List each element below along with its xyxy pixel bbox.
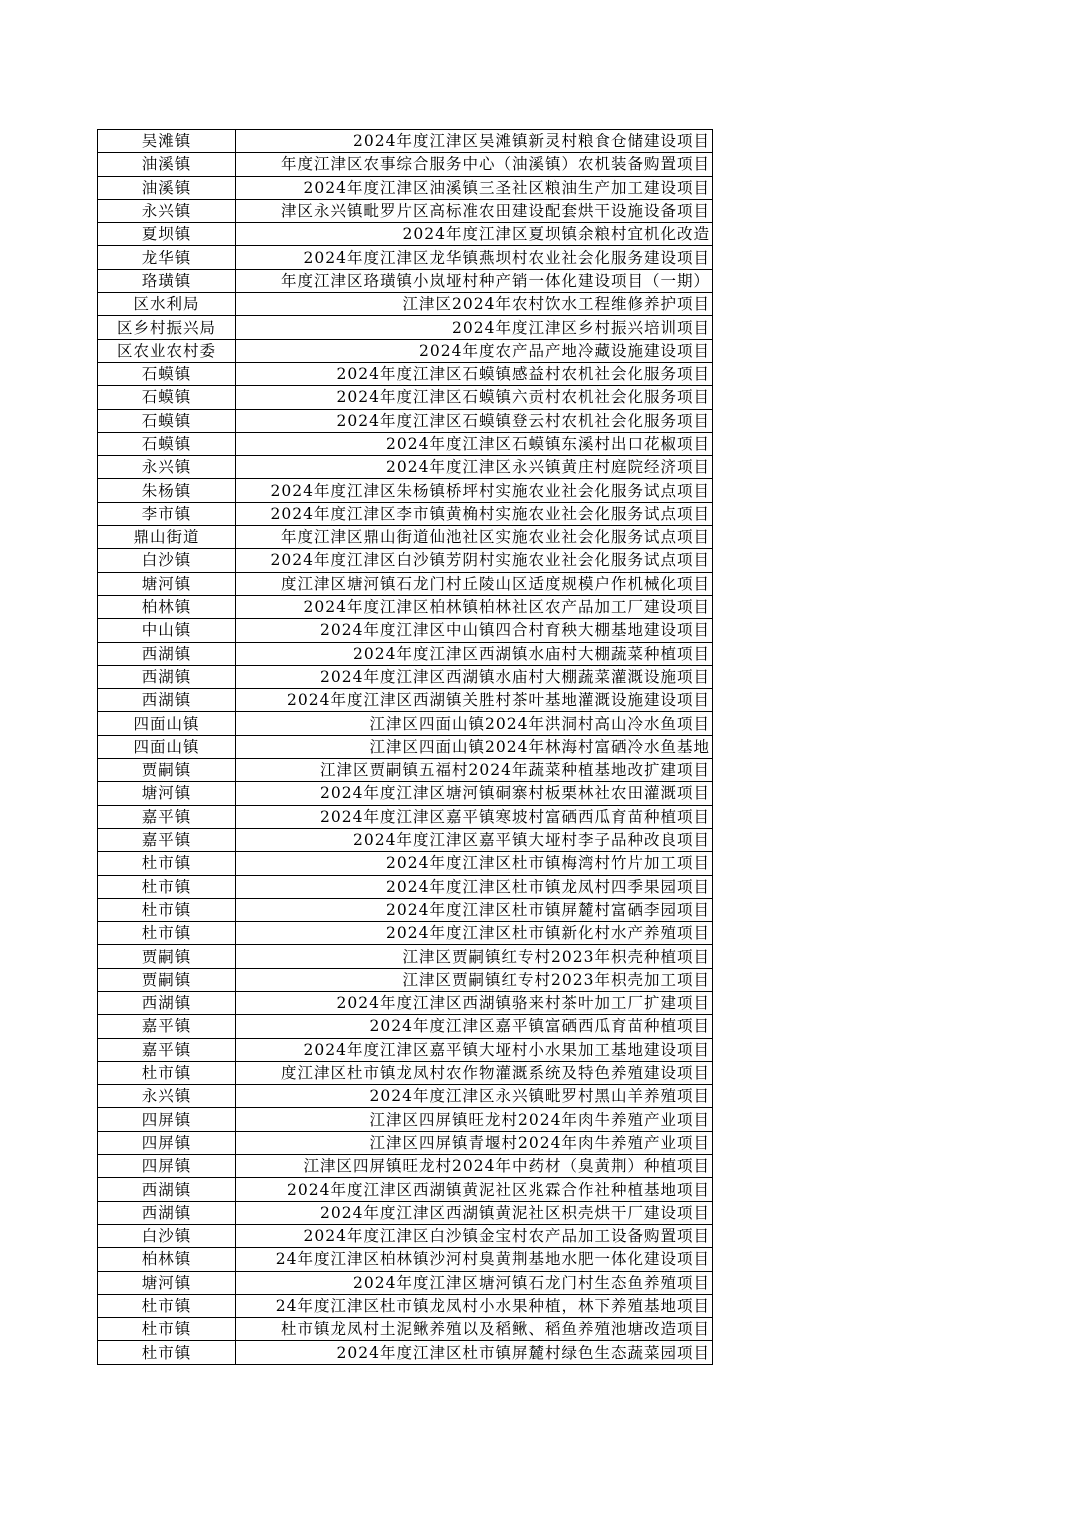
table-row bbox=[98, 409, 713, 432]
unit-cell: 永兴镇 bbox=[98, 199, 236, 222]
unit-cell: 石蟆镇 bbox=[98, 409, 236, 432]
unit-cell: 杜市镇 bbox=[98, 1294, 236, 1317]
table-row bbox=[98, 875, 713, 898]
table-row bbox=[98, 339, 713, 362]
project-name: 2024年度江津区龙华镇燕坝村农业社会化服务建设项目 bbox=[303, 248, 710, 267]
unit-cell: 西湖镇 bbox=[98, 665, 236, 688]
table-row bbox=[98, 1108, 713, 1131]
table-row bbox=[98, 316, 713, 339]
project-name: 2024年度江津区西湖镇骆来村茶叶加工厂扩建项目 bbox=[336, 994, 710, 1013]
project-cell bbox=[236, 1131, 713, 1154]
project-name: 2024年度江津区杜市镇屏麓村富硒李园项目 bbox=[386, 900, 710, 919]
project-cell bbox=[236, 1271, 713, 1294]
unit-cell: 中山镇 bbox=[98, 619, 236, 642]
project-cell bbox=[236, 619, 713, 642]
unit-cell: 西湖镇 bbox=[98, 642, 236, 665]
project-name: 2024年度江津区塘河镇硐寨村板栗林社农田灌溉项目 bbox=[320, 784, 710, 803]
table-row bbox=[98, 922, 713, 945]
table-row bbox=[98, 572, 713, 595]
table-row bbox=[98, 759, 713, 782]
table-row bbox=[98, 176, 713, 199]
project-cell bbox=[236, 898, 713, 921]
unit-cell: 西湖镇 bbox=[98, 1201, 236, 1224]
table-row bbox=[98, 1248, 713, 1271]
table-row bbox=[98, 362, 713, 385]
unit-cell: 柏林镇 bbox=[98, 1248, 236, 1271]
project-cell bbox=[236, 130, 713, 153]
project-cell bbox=[236, 246, 713, 269]
unit-cell: 永兴镇 bbox=[98, 1085, 236, 1108]
unit-cell: 杜市镇 bbox=[98, 1318, 236, 1341]
project-name: 2024年度江津区永兴镇黄庄村庭院经济项目 bbox=[386, 458, 710, 477]
project-name: 2024年度江津区吴滩镇新灵村粮食仓储建设项目 bbox=[353, 132, 710, 151]
project-cell bbox=[236, 1015, 713, 1038]
project-name: 2024年度江津区白沙镇芳阴村实施农业社会化服务试点项目 bbox=[270, 551, 710, 570]
project-name: 2024年度江津区石蟆镇六贡村农机社会化服务项目 bbox=[336, 388, 710, 407]
project-name: 2024年度江津区永兴镇毗罗村黑山羊养殖项目 bbox=[369, 1087, 710, 1106]
project-name: 2024年度江津区石蟆镇感益村农机社会化服务项目 bbox=[336, 365, 710, 384]
table-row bbox=[98, 1061, 713, 1084]
project-name: 2024年度江津区塘河镇石龙门村生态鱼养殖项目 bbox=[353, 1273, 710, 1292]
unit-cell: 石蟆镇 bbox=[98, 362, 236, 385]
unit-cell: 塘河镇 bbox=[98, 572, 236, 595]
project-table-body bbox=[98, 130, 713, 1365]
table-row bbox=[98, 968, 713, 991]
project-cell bbox=[236, 339, 713, 362]
unit-cell: 四屏镇 bbox=[98, 1108, 236, 1131]
project-name: 2024年度江津区嘉平镇大垭村小水果加工基地建设项目 bbox=[303, 1040, 710, 1059]
table-row bbox=[98, 246, 713, 269]
table-row bbox=[98, 1294, 713, 1317]
project-name: 2024年度江津区石蟆镇登云村农机社会化服务项目 bbox=[336, 411, 710, 430]
project-name: 江津区2024年农村饮水工程维修养护项目 bbox=[402, 295, 710, 314]
project-name: 2024年度江津区朱杨镇桥坪村实施农业社会化服务试点项目 bbox=[270, 481, 710, 500]
table-row bbox=[98, 502, 713, 525]
project-name: 2024年度江津区杜市镇梅湾村竹片加工项目 bbox=[386, 854, 710, 873]
project-cell bbox=[236, 642, 713, 665]
table-row bbox=[98, 852, 713, 875]
project-name: 度江津区塘河镇石龙门村丘陵山区适度规模户作机械化项目 bbox=[280, 574, 710, 593]
project-cell bbox=[236, 176, 713, 199]
unit-cell: 区乡村振兴局 bbox=[98, 316, 236, 339]
table-row bbox=[98, 991, 713, 1014]
unit-cell: 四屏镇 bbox=[98, 1155, 236, 1178]
unit-cell: 朱杨镇 bbox=[98, 479, 236, 502]
project-name: 2024年度江津区中山镇四合村育秧大棚基地建设项目 bbox=[320, 621, 710, 640]
project-name: 江津区四屏镇青堰村2024年肉牛养殖产业项目 bbox=[369, 1133, 710, 1152]
project-name: 2024年度江津区油溪镇三圣社区粮油生产加工建设项目 bbox=[303, 178, 710, 197]
table-row bbox=[98, 642, 713, 665]
project-name: 2024年度农产品产地冷藏设施建设项目 bbox=[419, 341, 710, 360]
unit-cell: 区水利局 bbox=[98, 293, 236, 316]
table-row bbox=[98, 1178, 713, 1201]
table-row bbox=[98, 1341, 713, 1364]
project-name: 2024年度江津区杜市镇龙凤村四季果园项目 bbox=[386, 877, 710, 896]
table-row bbox=[98, 1224, 713, 1247]
table-row bbox=[98, 689, 713, 712]
table-row bbox=[98, 223, 713, 246]
project-table bbox=[97, 129, 713, 1365]
project-name: 2024年度江津区杜市镇新化村水产养殖项目 bbox=[386, 924, 710, 943]
project-name: 2024年度江津区西湖镇关胜村茶叶基地灌溉设施建设项目 bbox=[287, 691, 710, 710]
project-name: 江津区四屏镇旺龙村2024年中药材（臭黄荆）种植项目 bbox=[303, 1157, 710, 1176]
project-name: 2024年度江津区嘉平镇寒坡村富硒西瓜育苗种植项目 bbox=[320, 807, 710, 826]
unit-cell: 区农业农村委 bbox=[98, 339, 236, 362]
project-name: 2024年度江津区柏林镇柏林社区农产品加工厂建设项目 bbox=[303, 598, 710, 617]
unit-cell: 西湖镇 bbox=[98, 991, 236, 1014]
project-cell bbox=[236, 386, 713, 409]
project-cell bbox=[236, 1085, 713, 1108]
table-row bbox=[98, 432, 713, 455]
table-row bbox=[98, 595, 713, 618]
project-cell bbox=[236, 456, 713, 479]
project-cell bbox=[236, 1108, 713, 1131]
project-cell bbox=[236, 805, 713, 828]
project-name: 2024年度江津区杜市镇屏麓村绿色生态蔬菜园项目 bbox=[336, 1343, 710, 1362]
project-cell bbox=[236, 409, 713, 432]
project-name: 2024年度江津区李市镇黄桷村实施农业社会化服务试点项目 bbox=[270, 504, 710, 523]
project-name: 24年度江津区柏林镇沙河村臭黄荆基地水肥一体化建设项目 bbox=[275, 1250, 710, 1269]
project-cell bbox=[236, 502, 713, 525]
unit-cell: 油溪镇 bbox=[98, 176, 236, 199]
table-row bbox=[98, 665, 713, 688]
unit-cell: 夏坝镇 bbox=[98, 223, 236, 246]
project-cell bbox=[236, 735, 713, 758]
project-name: 2024年度江津区白沙镇金宝村农产品加工设备购置项目 bbox=[303, 1227, 710, 1246]
table-row bbox=[98, 456, 713, 479]
table-row bbox=[98, 735, 713, 758]
project-cell bbox=[236, 689, 713, 712]
project-cell bbox=[236, 1178, 713, 1201]
project-cell bbox=[236, 432, 713, 455]
table-row bbox=[98, 479, 713, 502]
project-name: 江津区四屏镇旺龙村2024年肉牛养殖产业项目 bbox=[369, 1110, 710, 1129]
project-name: 江津区四面山镇2024年林海村富硒冷水鱼基地 bbox=[369, 737, 710, 756]
unit-cell: 白沙镇 bbox=[98, 1224, 236, 1247]
unit-cell: 杜市镇 bbox=[98, 1341, 236, 1364]
project-cell bbox=[236, 712, 713, 735]
table-row bbox=[98, 898, 713, 921]
unit-cell: 白沙镇 bbox=[98, 549, 236, 572]
project-cell bbox=[236, 1155, 713, 1178]
project-cell bbox=[236, 595, 713, 618]
table-row bbox=[98, 1131, 713, 1154]
project-cell bbox=[236, 1294, 713, 1317]
unit-cell: 龙华镇 bbox=[98, 246, 236, 269]
unit-cell: 四面山镇 bbox=[98, 712, 236, 735]
project-name: 2024年度江津区石蟆镇东溪村出口花椒项目 bbox=[386, 435, 710, 453]
table-row bbox=[98, 805, 713, 828]
unit-cell: 石蟆镇 bbox=[98, 432, 236, 455]
table-row bbox=[98, 1271, 713, 1294]
project-name: 年度江津区鼎山街道仙池社区实施农业社会化服务试点项目 bbox=[280, 528, 710, 547]
table-row bbox=[98, 619, 713, 642]
unit-cell: 柏林镇 bbox=[98, 595, 236, 618]
unit-cell: 嘉平镇 bbox=[98, 828, 236, 851]
unit-cell: 贾嗣镇 bbox=[98, 945, 236, 968]
project-cell bbox=[236, 1248, 713, 1271]
table-row bbox=[98, 130, 713, 153]
table-row bbox=[98, 1201, 713, 1224]
project-cell bbox=[236, 945, 713, 968]
table-row bbox=[98, 293, 713, 316]
project-cell bbox=[236, 875, 713, 898]
project-name: 江津区四面山镇2024年洪洞村高山冷水鱼项目 bbox=[369, 714, 710, 733]
project-cell bbox=[236, 153, 713, 176]
unit-cell: 永兴镇 bbox=[98, 456, 236, 479]
project-cell bbox=[236, 991, 713, 1014]
project-cell bbox=[236, 968, 713, 991]
unit-cell: 贾嗣镇 bbox=[98, 968, 236, 991]
project-cell bbox=[236, 852, 713, 875]
project-cell bbox=[236, 316, 713, 339]
project-cell bbox=[236, 782, 713, 805]
project-cell bbox=[236, 1061, 713, 1084]
project-cell bbox=[236, 223, 713, 246]
project-name: 江津区贾嗣镇红专村2023年枳壳种植项目 bbox=[402, 947, 710, 966]
unit-cell: 嘉平镇 bbox=[98, 805, 236, 828]
project-cell bbox=[236, 526, 713, 549]
project-cell bbox=[236, 293, 713, 316]
unit-cell: 杜市镇 bbox=[98, 898, 236, 921]
unit-cell: 四面山镇 bbox=[98, 735, 236, 758]
table-row bbox=[98, 153, 713, 176]
project-cell bbox=[236, 362, 713, 385]
project-name: 2024年度江津区西湖镇黄泥社区兆霖合作社种植基地项目 bbox=[287, 1180, 710, 1199]
table-row bbox=[98, 526, 713, 549]
table-row bbox=[98, 549, 713, 572]
unit-cell: 杜市镇 bbox=[98, 922, 236, 945]
project-name: 2024年度江津区乡村振兴培训项目 bbox=[452, 318, 710, 337]
unit-cell: 塘河镇 bbox=[98, 1271, 236, 1294]
project-cell bbox=[236, 1201, 713, 1224]
table-row bbox=[98, 828, 713, 851]
project-cell bbox=[236, 828, 713, 851]
project-cell bbox=[236, 759, 713, 782]
table-row bbox=[98, 1038, 713, 1061]
unit-cell: 珞璜镇 bbox=[98, 269, 236, 292]
unit-cell: 塘河镇 bbox=[98, 782, 236, 805]
unit-cell: 吴滩镇 bbox=[98, 130, 236, 153]
unit-cell: 四屏镇 bbox=[98, 1131, 236, 1154]
unit-cell: 贾嗣镇 bbox=[98, 759, 236, 782]
unit-cell: 杜市镇 bbox=[98, 852, 236, 875]
project-name: 度江津区杜市镇龙凤村农作物灌溉系统及特色养殖建设项目 bbox=[280, 1064, 710, 1083]
unit-cell: 李市镇 bbox=[98, 502, 236, 525]
project-name: 津区永兴镇毗罗片区高标准农田建设配套烘干设施设备项目 bbox=[280, 202, 710, 221]
table-row bbox=[98, 1155, 713, 1178]
project-cell bbox=[236, 199, 713, 222]
project-name: 2024年度江津区西湖镇黄泥社区枳壳烘干厂建设项目 bbox=[320, 1203, 710, 1222]
project-cell bbox=[236, 1341, 713, 1364]
project-name: 江津区贾嗣镇红专村2023年枳壳加工项目 bbox=[402, 970, 710, 989]
project-cell bbox=[236, 479, 713, 502]
table-row bbox=[98, 1318, 713, 1341]
project-cell bbox=[236, 665, 713, 688]
table-row bbox=[98, 1085, 713, 1108]
project-name: 2024年度江津区夏坝镇余粮村宜机化改造 bbox=[402, 225, 710, 244]
unit-cell: 西湖镇 bbox=[98, 689, 236, 712]
table-row bbox=[98, 1015, 713, 1038]
unit-cell: 鼎山街道 bbox=[98, 526, 236, 549]
project-cell bbox=[236, 269, 713, 292]
unit-cell: 杜市镇 bbox=[98, 1061, 236, 1084]
table-row bbox=[98, 945, 713, 968]
unit-cell: 石蟆镇 bbox=[98, 386, 236, 409]
project-name: 杜市镇龙凤村土泥鳅养殖以及稻鳅、稻鱼养殖池塘改造项目 bbox=[280, 1320, 710, 1339]
project-name: 24年度江津区杜市镇龙凤村小水果种植，林下养殖基地项目 bbox=[275, 1296, 710, 1315]
unit-cell: 油溪镇 bbox=[98, 153, 236, 176]
project-name: 2024年度江津区西湖镇水庙村大棚蔬菜种植项目 bbox=[353, 644, 710, 663]
project-cell bbox=[236, 572, 713, 595]
project-cell bbox=[236, 1224, 713, 1247]
table-row bbox=[98, 712, 713, 735]
project-name: 江津区贾嗣镇五福村2024年蔬菜种植基地改扩建项目 bbox=[320, 761, 710, 780]
table-row bbox=[98, 386, 713, 409]
table-row bbox=[98, 782, 713, 805]
project-cell bbox=[236, 549, 713, 572]
project-cell bbox=[236, 1318, 713, 1341]
unit-cell: 西湖镇 bbox=[98, 1178, 236, 1201]
project-name: 年度江津区珞璜镇小岚垭村种产销一体化建设项目（一期） bbox=[280, 271, 710, 290]
project-name: 2024年度江津区嘉平镇大垭村李子品种改良项目 bbox=[353, 831, 710, 850]
project-name: 2024年度江津区西湖镇水庙村大棚蔬菜灌溉设施项目 bbox=[320, 667, 710, 686]
project-cell bbox=[236, 1038, 713, 1061]
unit-cell: 嘉平镇 bbox=[98, 1015, 236, 1038]
table-row bbox=[98, 199, 713, 222]
project-cell bbox=[236, 922, 713, 945]
project-name: 年度江津区农事综合服务中心（油溪镇）农机装备购置项目 bbox=[280, 155, 710, 174]
project-name: 2024年度江津区嘉平镇富硒西瓜育苗种植项目 bbox=[369, 1017, 710, 1036]
unit-cell: 杜市镇 bbox=[98, 875, 236, 898]
unit-cell: 嘉平镇 bbox=[98, 1038, 236, 1061]
table-row bbox=[98, 269, 713, 292]
